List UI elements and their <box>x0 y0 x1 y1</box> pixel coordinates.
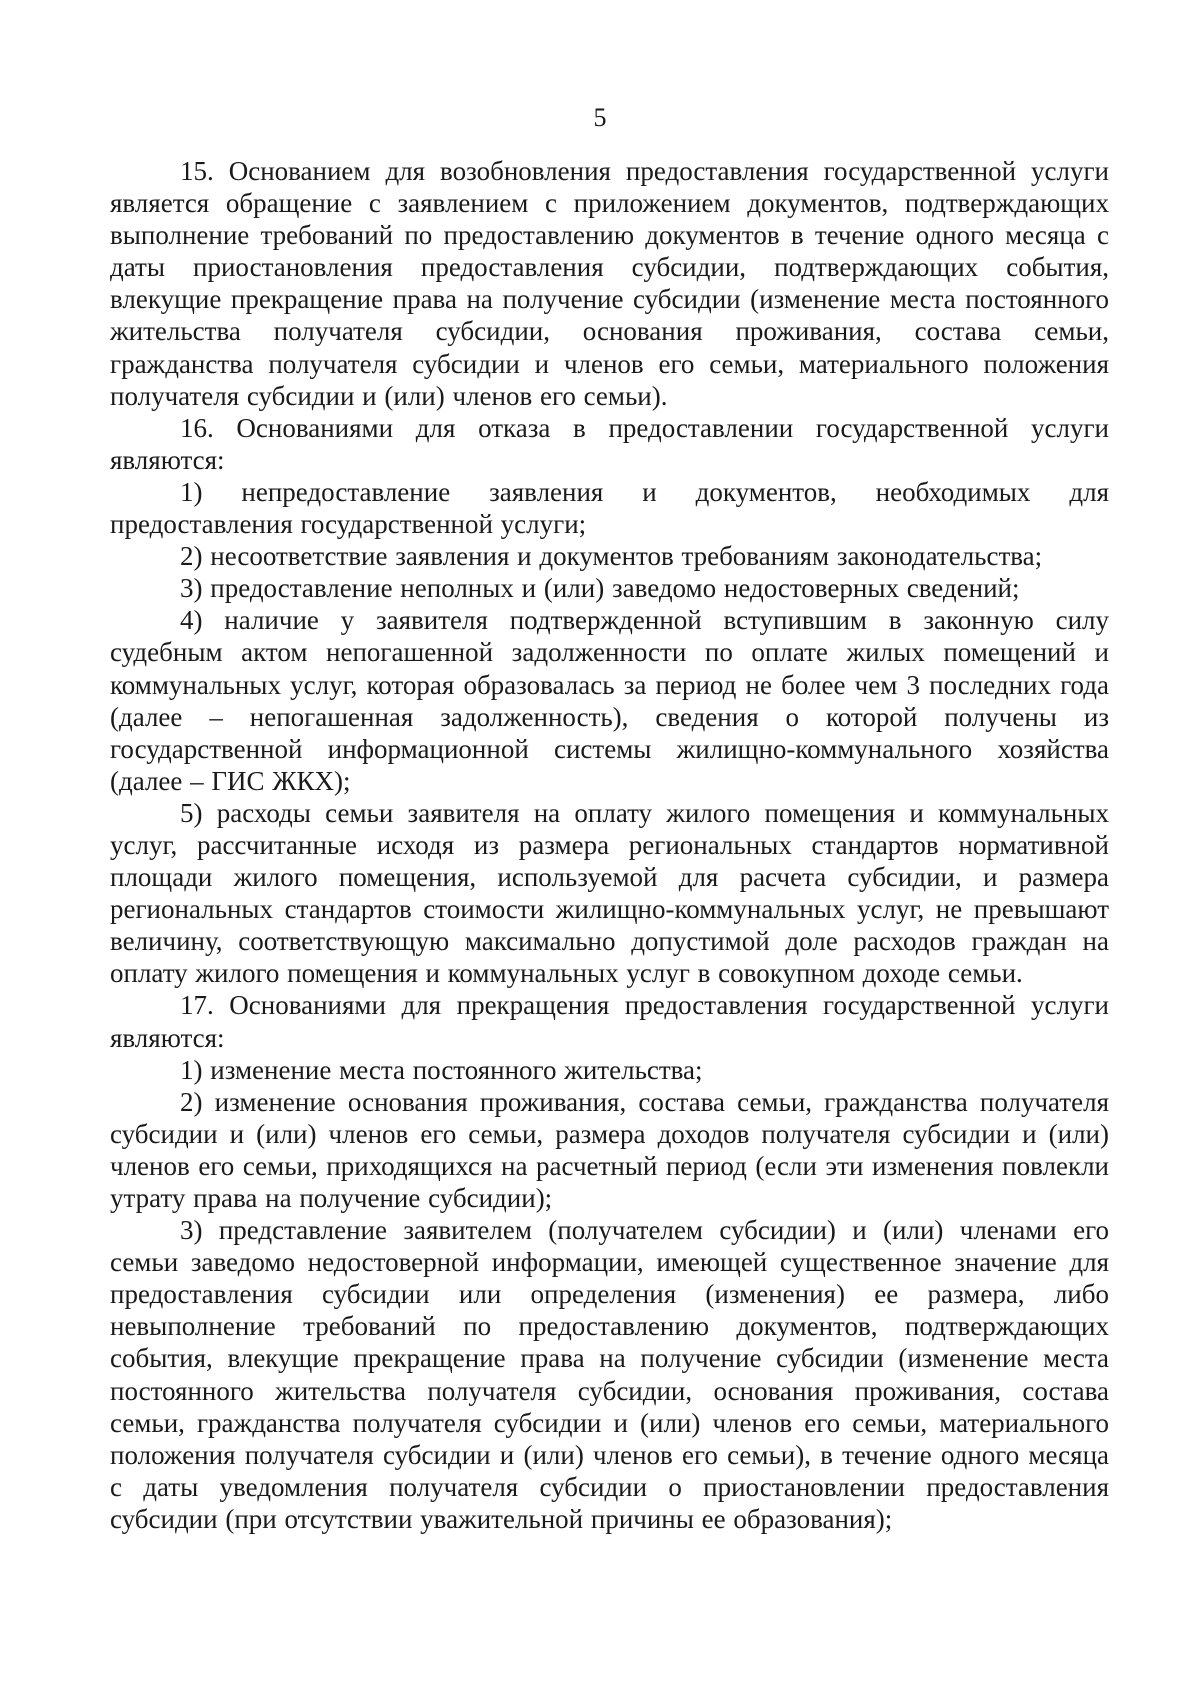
paragraph-16-item-5: 5) расходы семьи заявителя на оплату жилого помещения и коммунальных услуг, рассчитанные исходя из размера региональных стандартов нормативной площади жилого помещения, используемой для расчета субсидии, и размера региональных стандартов стоимости жилищно-коммунальных услуг, не превышают величину, соответствующую максимально допустимой доле расходов граждан на оплату жилого помещения и коммунальных услуг в совокупном доходе семьи. <box>110 797 1109 989</box>
page-number: 5 <box>593 103 607 132</box>
paragraph-16-item-1: 1) непредоставление заявления и документов, необходимых для предоставления государственной услуги; <box>110 476 1109 540</box>
document-body <box>110 155 1109 1535</box>
paragraph-17: 17. Основаниями для прекращения предоставления государственной услуги являются: <box>110 990 1109 1053</box>
paragraph-16-item-3: 3) предоставление неполных и (или) заведомо недостоверных сведений; <box>180 573 1020 604</box>
paragraph-17-item-3: 3) представление заявителем (получателем субсидии) и (или) членами его семьи заведомо недостоверной информации, имеющей существенное значение для предоставления субсидии или определения (изменения) ее размера, либо невыполнение требований по предоставлению документов, подтверждающих события, влекущие прекращение права на получение субсидии (изменение места постоянного жительства получателя субсидии, основания проживания, состава семьи, гражданства получателя субсидии и (или) членов его семьи, материального положения получателя субсидии и (или) членов его семьи), в течение одного месяца с даты уведомления получателя субсидии о приостановлении предоставления субсидии (при отсутствии уважительной причины ее образования); <box>110 1215 1109 1534</box>
paragraph-16-item-4: 4) наличие у заявителя подтвержденной вступившим в законную силу судебным актом непогашенной задолженности по оплате жилых помещений и коммунальных услуг, которая образовалась за период не более чем 3 последних года (далее – непогашенная задолженность), сведения о которой получены из государственной информационной системы жилищно-коммунального хозяйства (далее – ГИС ЖКХ); <box>110 605 1109 796</box>
paragraph-16: 16. Основаниями для отказа в предоставлении государственной услуги являются: <box>110 412 1109 475</box>
paragraph-16-item-2: 2) несоответствие заявления и документов требованиям законодательства; <box>180 541 1043 572</box>
paragraph-17-item-2: 2) изменение основания проживания, состава семьи, гражданства получателя субсидии и (или) членов его семьи, размера доходов получателя субсидии и (или) членов его семьи, приходящихся на расчетный период (если эти изменения повлекли утрату права на получение субсидии); <box>110 1086 1109 1213</box>
paragraph-17-item-1: 1) изменение места постоянного жительства; <box>180 1054 703 1085</box>
paragraph-15: 15. Основанием для возобновления предоставления государственной услуги является обращение с заявлением с приложением документов, подтверждающих выполнение требований по предоставлению документов в течение одного месяца с даты приостановления предоставления субсидии, подтверждающих события, влекущие прекращение права на получение субсидии (изменение места постоянного жительства получателя субсидии, основания проживания, состава семьи, гражданства получателя субсидии и членов его семьи, материального положения получателя субсидии и (или) членов его семьи). <box>110 156 1109 411</box>
